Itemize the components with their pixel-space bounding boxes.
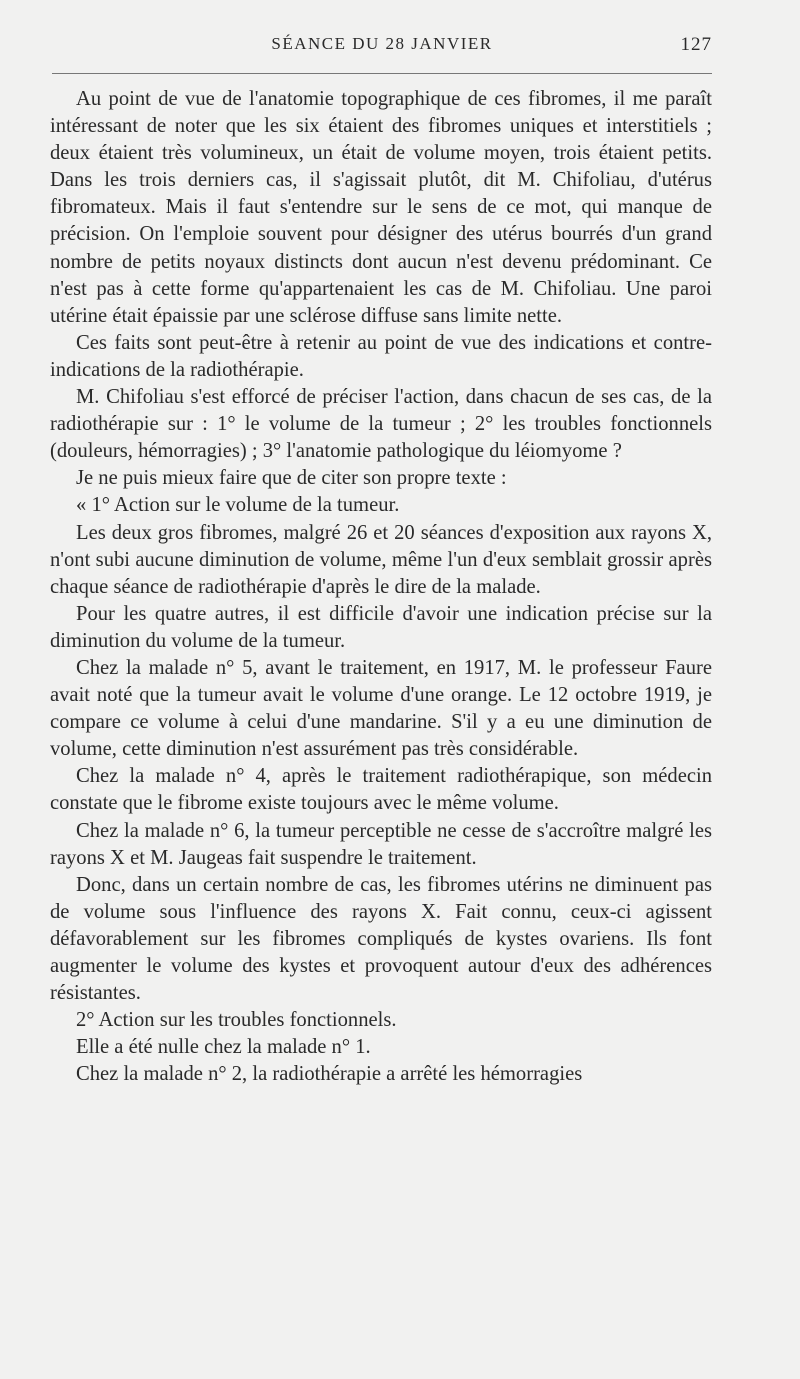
paragraph-large-fibromas: Les deux gros fibromes, malgré 26 et 20 séances d'exposition aux rayons X, n'ont subi aucune diminution de volume, même l'un d'eux semblait grossir après chaque séance de radiothérapie d'après le dire de la malade. xyxy=(50,521,712,598)
section-heading-functional: 2° Action sur les troubles fonctionnels. xyxy=(76,1009,397,1032)
paragraph-patient-2: Chez la malade n° 2, la radiothérapie a arrêté les hémorragies xyxy=(76,1063,583,1086)
paragraph-patient-4: Chez la malade n° 4, après le traitement radiothérapique, son médecin constate que le fibrome existe toujours avec le même volume. xyxy=(50,765,712,815)
section-heading-volume: « 1° Action sur le volume de la tumeur. xyxy=(76,494,400,517)
paragraph-patient-6: Chez la malade n° 6, la tumeur perceptible ne cesse de s'accroître malgré les rayons X et M. Jaugeas fait suspendre le traitement. xyxy=(50,819,712,869)
page-number: 127 xyxy=(680,34,712,55)
paragraph-patient-1: Elle a été nulle chez la malade n° 1. xyxy=(76,1036,371,1059)
paragraph-indications: Ces faits sont peut-être à retenir au point de vue des indications et contre-indications de la radiothérapie. xyxy=(50,331,712,381)
paragraph-anatomy: Au point de vue de l'anatomie topographique de ces fibromes, il me paraît intéressant de noter que les six étaient des fibromes uniques et interstitiels ; deux étaient très volumineux, un était de volume moyen, trois étaient petits. Dans les trois derniers cas, il s'agissait plutôt, dit M. Chifoliau, d'utérus fibromateux. Mais il faut s'entendre sur le sens de ce mot, qui manque de précision. On l'emploie souvent pour désigner des utérus bourrés d'un grand nombre de petits noyaux distincts dont aucun n'est devenu prédominant. Ce n'est pas à cette forme qu'appartenaient les cas de M. Chifoliau. Une paroi utérine était épaissie par une sclérose diffuse sans limite nette. xyxy=(50,88,712,327)
paragraph-radiotherapy-action: M. Chifoliau s'est efforcé de préciser l'action, dans chacun de ses cas, de la radiothérapie sur : 1° le volume de la tumeur ; 2° les troubles fonctionnels (douleurs, hémorragies) ; 3° l'anatomie pathologique du léiomyome ? xyxy=(50,386,712,463)
running-title: SÉANCE DU 28 JANVIER xyxy=(271,34,493,53)
paragraph-conclusion: Donc, dans un certain nombre de cas, les fibromes utérins ne diminuent pas de volume sous l'influence des rayons X. Fait connu, ceux-ci agissent défavorablement sur les fibromes compliqués de kystes ovariens. Ils font augmenter le volume des kystes et provoquent autour d'eux des adhérences résistantes. xyxy=(50,873,712,1005)
body-text xyxy=(50,86,712,1088)
paragraph-other-four: Pour les quatre autres, il est difficile d'avoir une indication précise sur la diminution du volume de la tumeur. xyxy=(50,602,712,652)
paragraph-quote-intro: Je ne puis mieux faire que de citer son propre texte : xyxy=(76,467,507,490)
header-rule xyxy=(52,73,712,74)
paragraph-patient-5: Chez la malade n° 5, avant le traitement, en 1917, M. le professeur Faure avait noté que la tumeur avait le volume d'une orange. Le 12 octobre 1919, je compare ce volume à celui d'une mandarine. S'il y a eu une diminution de volume, cette diminution n'est assurément pas très considérable. xyxy=(50,656,712,761)
running-head xyxy=(52,34,712,60)
